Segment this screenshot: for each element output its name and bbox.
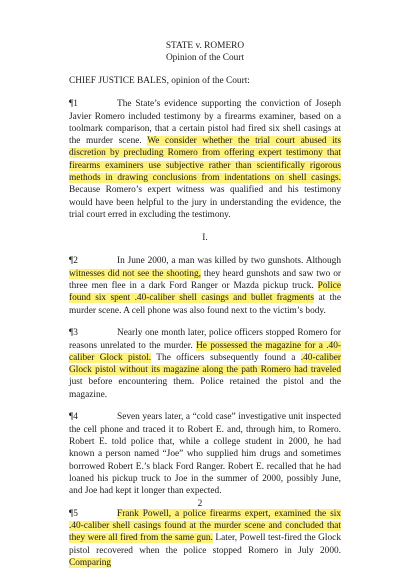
paragraph-text: Later, Powell test-fired the Glock pistol recovered when the police stopped Romero in July 2000. <box>69 533 341 556</box>
paragraph-4 <box>69 411 341 497</box>
section-heading: I. <box>202 233 208 244</box>
highlighted-text: Police found six spent .40-caliber shell casings and bullet fragments <box>69 281 341 304</box>
paragraph-text: The State’s evidence supporting the conviction of Joseph Javier Romero included testimony by a firearms examiner, based on a toolmark comparison, that a certain pistol had fired six shell casings at the murder scene. <box>69 99 341 147</box>
page-number: 2 <box>197 499 203 509</box>
paragraph-text: The officers subsequently found a <box>151 352 301 363</box>
paragraph-number: ¶4 <box>69 412 78 423</box>
paragraph-5 <box>69 508 341 569</box>
paragraph-group-2 <box>69 255 341 569</box>
highlighted-text: He possessed the magazine for a .40-caliber Glock pistol. <box>69 340 342 363</box>
highlighted-text: witnesses did not see the shooting, <box>69 268 201 279</box>
paragraph-number: ¶2 <box>69 256 78 267</box>
paragraph-text: Nearly one month later, police officers stopped Romero for reasons unrelated to the murder. <box>69 328 341 351</box>
highlighted-text: Frank Powell, a police firearms expert, examined the six .40-caliber shell casings found at the murder scene and concluded that they were all fired from the same gun. <box>69 508 341 544</box>
paragraph-text: just before encountering them. Police retained the pistol and the magazine. <box>69 377 341 400</box>
highlighted-text: .40-caliber Glock pistol without its magazine along the path Romero had traveled <box>69 352 342 376</box>
paragraph-number: ¶5 <box>69 508 78 519</box>
paragraph-text: Seven years later, a “cold case” investigative unit inspected the cell phone and traced it to Robert E. and, through him, to Romero. Robert E. told police that, while a college student in 2000, he had known a person named “Joe” who supplied him drugs and sometimes borrowed Robert E.’s black Ford Ranger. Robert E. recalled that he had loaned his pickup truck to Joe in the summer of 2000, possibly June, and Joe had kept it longer than expected. <box>69 412 341 497</box>
paragraph-number: ¶3 <box>69 328 78 339</box>
opinion-line: CHIEF JUSTICE BALES, opinion of the Court: <box>69 75 250 86</box>
case-header <box>69 40 341 64</box>
paragraph-text: at the murder scene. A cell phone was also found next to the victim’s body. <box>69 293 341 316</box>
highlighted-text: We consider whether the trial court abused its discretion by precluding Romero from offering expert testimony that firearms examiners use subjective rather than scientifically rigorous methods in drawing conclusions from indentations on shell casings. <box>69 136 341 183</box>
paragraph-text: they heard gunshots and saw two or three men flee in a dark Ford Ranger or Mazda pickup truck. <box>69 268 341 292</box>
paragraph-number: ¶1 <box>69 99 78 110</box>
case-title: STATE v. ROMERO <box>165 41 245 51</box>
highlighted-text: Comparing <box>69 557 112 568</box>
paragraph-text: Because Romero’s expert witness was qualified and his testimony would have been helpful to the jury in understanding the evidence, the trial court erred in excluding the testimony. <box>69 185 341 220</box>
paragraph-text: In June 2000, a man was killed by two gunshots. Although <box>117 256 341 267</box>
paragraph-2 <box>69 255 341 316</box>
paragraph-1 <box>69 98 341 221</box>
case-subtitle: Opinion of the Court <box>165 53 245 64</box>
paragraph-group-1 <box>69 98 341 221</box>
paragraph-3 <box>69 327 341 401</box>
